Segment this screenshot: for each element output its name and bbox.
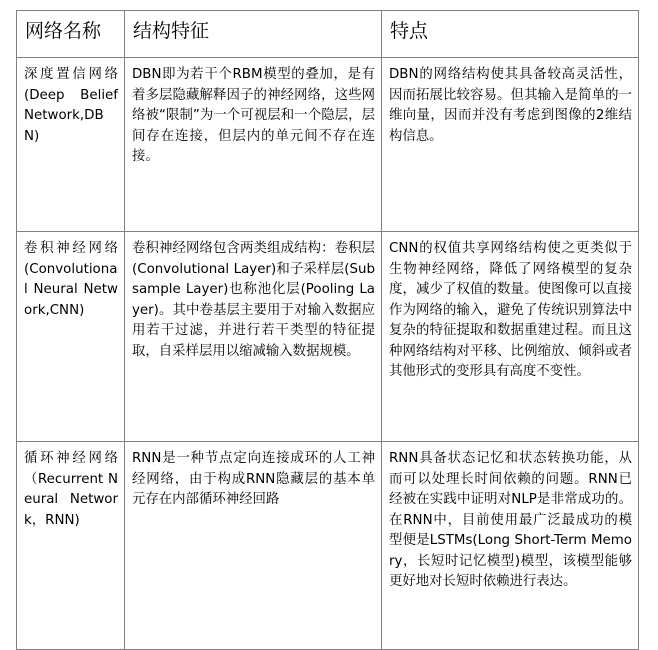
features-cell: RNN具备状态记忆和状态转换功能，从而可以处理长时间依赖的问题。RNN已经被在实践中证明对NLP是非常成功的。在RNN中，目前使用最广泛最成功的模型便是LSTMs(Long Short-Term Memory，长短时记忆模型)模型，该模型能够更好地对长短时依赖进行表达。 xyxy=(382,442,639,650)
network-name-cell: 循环神经网络（Recurrent Neural Network，RNN) xyxy=(17,442,125,650)
structure-cell: DBN即为若干个RBM模型的叠加，是有着多层隐藏解释因子的神经网络，这些网络被“限制”为一个可视层和一个隐层，层间存在连接，但层内的单元间不存在连接。 xyxy=(125,58,382,232)
structure-cell: 卷积神经网络包含两类组成结构：卷积层(Convolutional Layer)和子采样层(Subsample Layer)也称池化层(Pooling Layer)。其中卷基层主要用于对输入数据应用若干过滤，并进行若干类型的特征提取，自采样层用以缩减输入数据规模。 xyxy=(125,232,382,442)
table-row xyxy=(17,58,639,232)
network-comparison-table xyxy=(16,10,639,650)
header-row xyxy=(17,11,639,58)
comparison-table-container xyxy=(16,10,638,650)
header-structure: 结构特征 xyxy=(125,11,382,58)
structure-cell: RNN是一种节点定向连接成环的人工神经网络，由于构成RNN隐藏层的基本单元存在内部循环神经回路 xyxy=(125,442,382,650)
features-cell: DBN的网络结构使其具备较高灵活性，因而拓展比较容易。但其输入是简单的一维向量，因而并没有考虑到图像的2维结构信息。 xyxy=(382,58,639,232)
table-row xyxy=(17,232,639,442)
header-features: 特点 xyxy=(382,11,639,58)
features-cell: CNN的权值共享网络结构使之更类似于生物神经网络，降低了网络模型的复杂度，减少了权值的数量。使图像可以直接作为网络的输入，避免了传统识别算法中复杂的特征提取和数据重建过程。而且这种网络结构对平移、比例缩放、倾斜或者其他形式的变形具有高度不变性。 xyxy=(382,232,639,442)
table-row xyxy=(17,442,639,650)
header-network-name: 网络名称 xyxy=(17,11,125,58)
network-name-cell: 深度置信网络(Deep Belief Network,DBN) xyxy=(17,58,125,232)
network-name-cell: 卷积神经网络(Convolutional Neural Network,CNN) xyxy=(17,232,125,442)
